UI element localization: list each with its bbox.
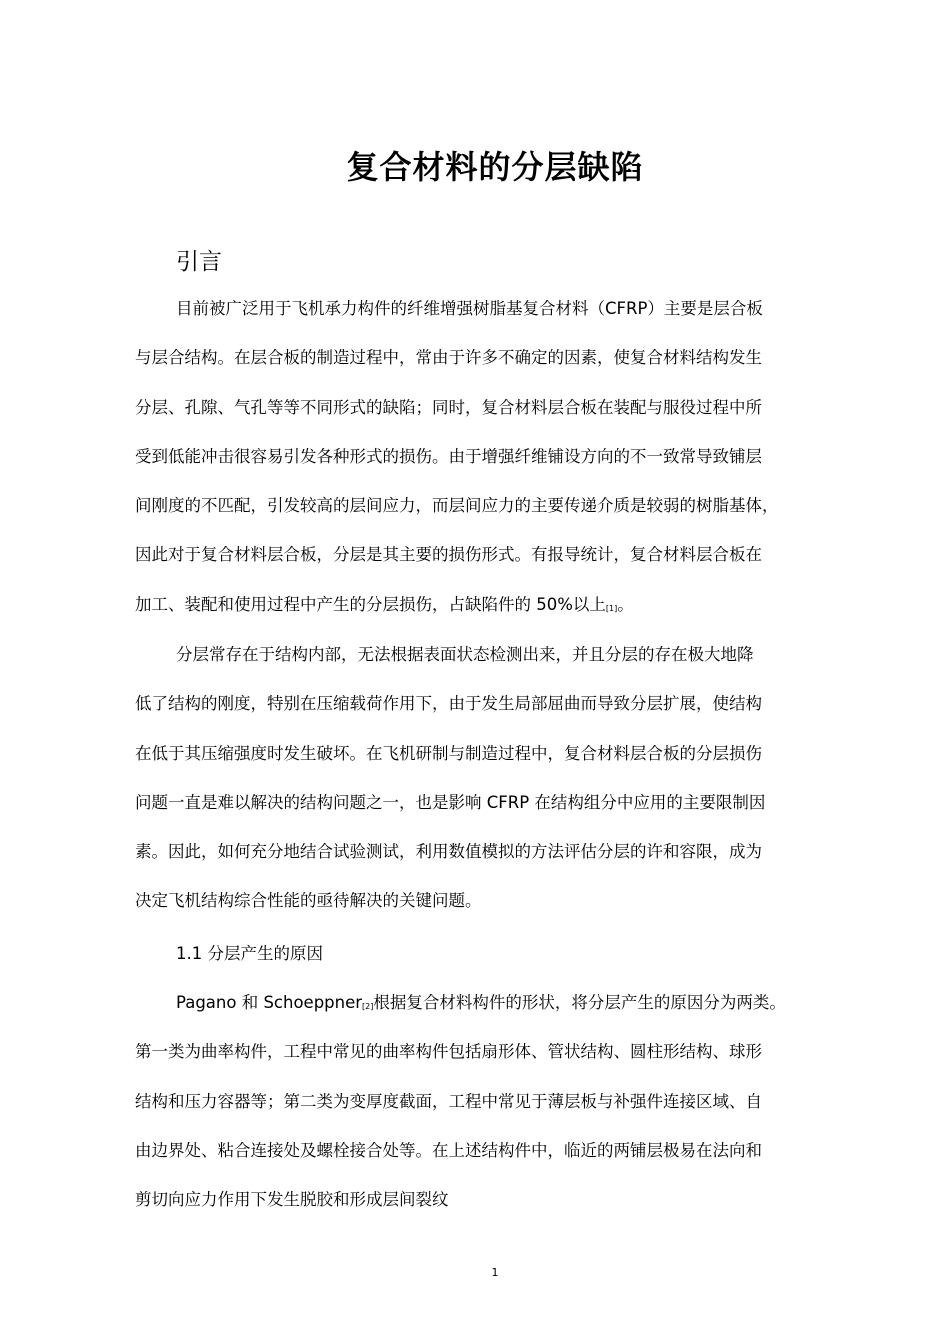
- document-title: 复合材料的分层缺陷: [346, 148, 644, 186]
- text-line: 与层合结构。在层合板的制造过程中，常由于许多不确定的因素，使复合材料结构发生: [135, 348, 762, 368]
- text-line: 决定飞机结构综合性能的亟待解决的关键问题。: [135, 891, 482, 911]
- text-line: 问题一直是难以解决的结构问题之一，也是影响 CFRP 在结构组分中应用的主要限制因: [135, 792, 766, 812]
- text-line: 结构和压力容器等；第二类为变厚度截面，工程中常见于薄层板与补强件连接区域、自: [135, 1091, 762, 1111]
- citation-ref: [2]: [362, 1002, 374, 1011]
- text-line: 分层、孔隙、气孔等等不同形式的缺陷；同时，复合材料层合板在装配与服役过程中所: [135, 397, 762, 417]
- text-span: 根据复合材料构件的形状，将分层产生的原因分为两类。: [373, 993, 786, 1012]
- page-number: 1: [491, 1266, 499, 1279]
- text-line: 在低于其压缩强度时发生破坏。在飞机研制与制造过程中，复合材料层合板的分层损伤: [135, 743, 762, 763]
- paragraph-3: [135, 978, 835, 1224]
- text-line: 分层常存在于结构内部，无法根据表面状态检测出来，并且分层的存在极大地降: [176, 645, 754, 664]
- text-line: 目前被广泛用于飞机承力构件的纤维增强树脂基复合材料（CFRP）主要是层合板: [176, 299, 763, 318]
- text-line: 低了结构的刚度，特别在压缩载荷作用下，由于发生局部屈曲而导致分层扩展，使结构: [135, 694, 762, 714]
- text-line: 间刚度的不匹配，引发较高的层间应力，而层间应力的主要传递介质是较弱的树脂基体，: [135, 496, 779, 516]
- citation-ref: [1]: [605, 603, 618, 613]
- text-span: 。: [617, 594, 634, 614]
- text-line: [135, 978, 835, 1027]
- text-line: 因此对于复合材料层合板，分层是其主要的损伤形式。有报导统计，复合材料层合板在: [135, 545, 762, 565]
- paragraph-1: [135, 284, 835, 629]
- text-line: 受到低能冲击很容易引发各种形式的损伤。由于增强纤维铺设方向的不一致常导致铺层: [135, 446, 762, 466]
- text-line: 由边界处、粘合连接处及螺栓接合处等。在上述结构件中，临近的两铺层极易在法向和: [135, 1140, 762, 1160]
- text-line: 素。因此，如何充分地结合试验测试，利用数值模拟的方法评估分层的许和容限，成为: [135, 842, 762, 862]
- text-span: Pagano 和 Schoeppner: [176, 993, 363, 1012]
- text-line: 剪切向应力作用下发生脱胶和形成层间裂纹: [135, 1190, 449, 1210]
- paragraph-2: [135, 630, 835, 926]
- text-line: [135, 580, 835, 629]
- text-line: 第一类为曲率构件，工程中常见的曲率构件包括扇形体、管状结构、圆柱形结构、球形: [135, 1042, 762, 1062]
- section-heading: 引言: [176, 249, 222, 275]
- text-span: 加工、装配和使用过程中产生的分层损伤，占缺陷件的 50%以上: [135, 594, 606, 614]
- subsection-heading: 1.1 分层产生的原因: [176, 944, 323, 963]
